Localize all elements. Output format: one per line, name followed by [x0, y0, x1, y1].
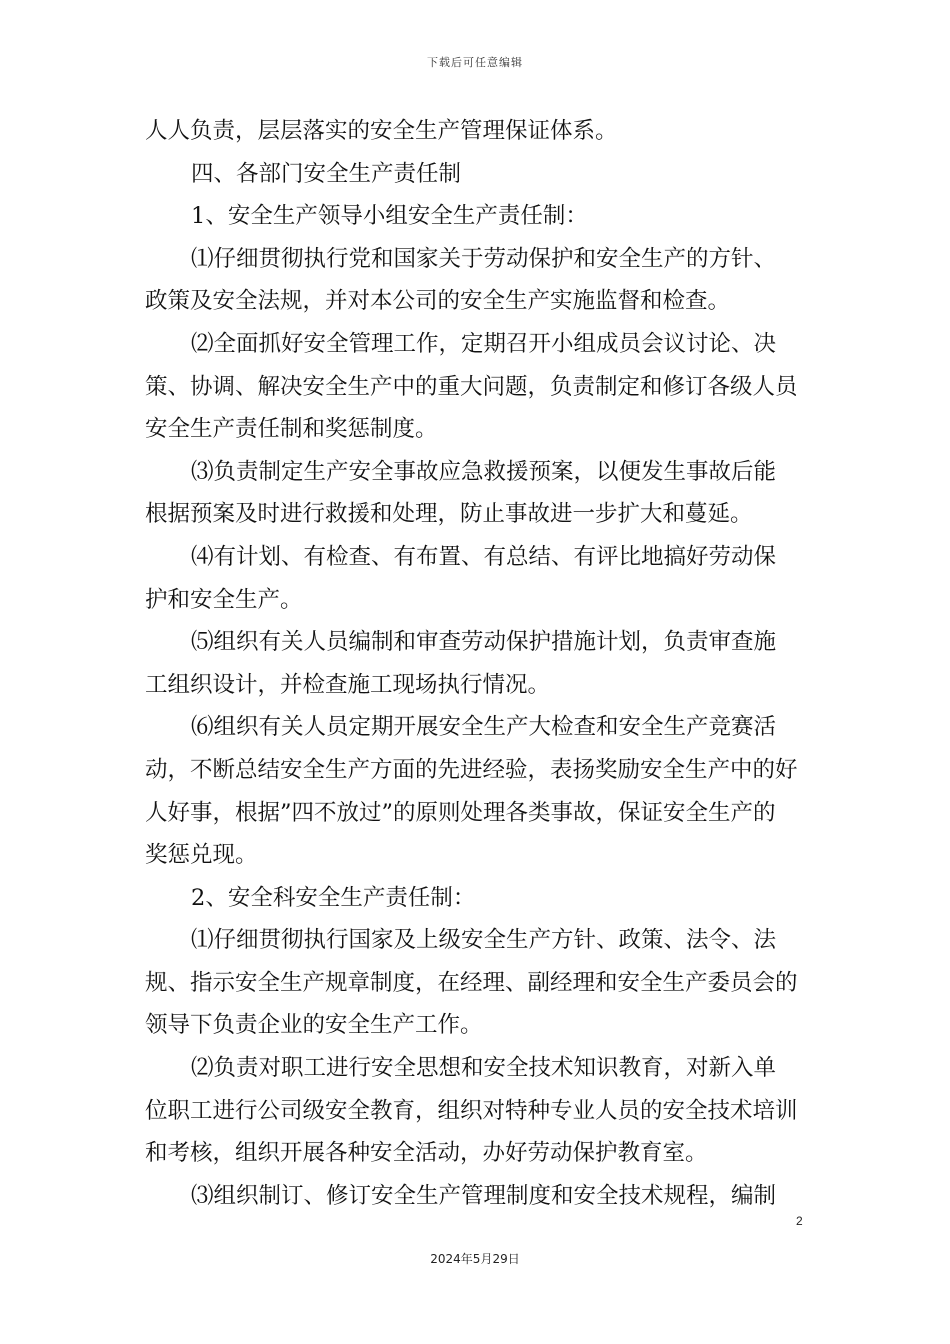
text-line: ⑴仔细贯彻执行国家及上级安全生产方针、政策、法令、法 — [191, 927, 777, 954]
text-line: ⑶组织制订、修订安全生产管理制度和安全技术规程，编制 — [191, 1182, 777, 1209]
page-header: 下载后可任意编辑 — [427, 56, 523, 69]
text-line: 策、协调、解决安全生产中的重大问题，负责制定和修订各级人员 — [145, 373, 798, 400]
text-line: 政策及安全法规，并对本公司的安全生产实施监督和检查。 — [145, 288, 731, 315]
page-footer-date: 2024年5月29日 — [430, 1252, 520, 1266]
text-line: 规、指示安全生产规章制度，在经理、副经理和安全生产委员会的 — [145, 969, 798, 996]
text-line: ⑷有计划、有检查、有布置、有总结、有评比地搞好劳动保 — [191, 543, 777, 570]
document-body — [145, 110, 805, 1217]
text-line: 和考核，组织开展各种安全活动，办好劳动保护教育室。 — [145, 1140, 708, 1167]
text-line: ⑶负责制定生产安全事故应急救援预案，以便发生事故后能 — [191, 458, 777, 485]
section-heading: 四、各部门安全生产责任制 — [191, 160, 462, 187]
text-line: ⑵全面抓好安全管理工作，定期召开小组成员会议讨论、决 — [191, 330, 777, 357]
text-line: ⑵负责对职工进行安全思想和安全技术知识教育，对新入单 — [191, 1055, 777, 1082]
text-line: ⑴仔细贯彻执行党和国家关于劳动保护和安全生产的方针、 — [191, 245, 777, 272]
text-line: 根据预案及时进行救援和处理，防止事故进一步扩大和蔓延。 — [145, 501, 753, 528]
subsection-heading: 1、安全生产领导小组安全生产责任制： — [191, 203, 588, 230]
text-line: 领导下负责企业的安全生产工作。 — [145, 1012, 483, 1039]
text-line: 护和安全生产。 — [145, 586, 303, 613]
text-line: 工组织设计，并检查施工现场执行情况。 — [145, 671, 551, 698]
text-line: ⑹组织有关人员定期开展安全生产大检查和安全生产竞赛活 — [191, 714, 777, 741]
text-line: 奖惩兑现。 — [145, 842, 258, 869]
text-line: ⑸组织有关人员编制和审查劳动保护措施计划，负责审查施 — [191, 629, 777, 656]
text-line: 位职工进行公司级安全教育，组织对特种专业人员的安全技术培训 — [145, 1097, 798, 1124]
text-line: 动，不断总结安全生产方面的先进经验，表扬奖励安全生产中的好 — [145, 756, 798, 783]
page-number: 2 — [796, 1214, 803, 1228]
text-line: 人好事，根据”四不放过”的原则处理各类事故，保证安全生产的 — [145, 799, 776, 826]
text-line: 人人负责，层层落实的安全生产管理保证体系。 — [145, 118, 618, 144]
text-line: 安全生产责任制和奖惩制度。 — [145, 416, 438, 443]
subsection-heading: 2、安全科安全生产责任制： — [191, 884, 476, 911]
